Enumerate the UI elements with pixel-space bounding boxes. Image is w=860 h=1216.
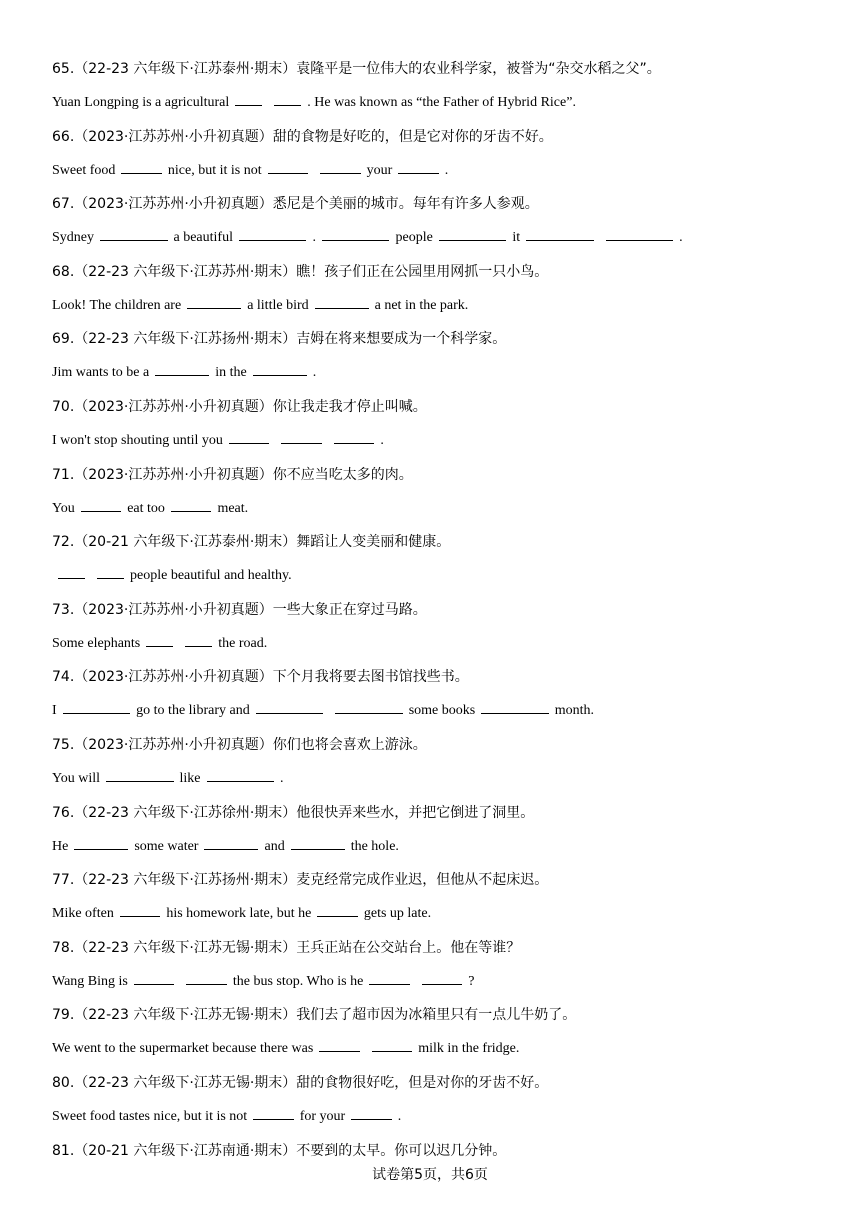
answer-blank[interactable] (134, 970, 175, 985)
answer-blank[interactable] (100, 226, 168, 241)
question-chinese-sentence: 一些大象正在穿过马路。 (272, 601, 427, 618)
answer-text: I (52, 703, 57, 719)
answer-blank[interactable] (256, 699, 324, 714)
question-prompt (52, 188, 832, 221)
question-source: （2023·江苏苏州·小升初真题） (74, 466, 273, 483)
answer-text: Wang Bing is (52, 973, 128, 989)
question-source: （22-23 六年级下·江苏无锡·期末） (74, 1075, 297, 1091)
answer-blank[interactable] (106, 767, 174, 782)
answer-line (52, 897, 832, 931)
answer-line (52, 424, 832, 458)
question-source: （2023·江苏苏州·小升初真题） (74, 128, 273, 145)
answer-line (52, 356, 832, 390)
answer-line (52, 830, 832, 864)
answer-text: go to the library and (136, 703, 250, 719)
question-72 (52, 526, 832, 593)
question-69 (52, 323, 832, 390)
answer-blank[interactable] (171, 497, 212, 512)
question-source: （22-23 六年级下·江苏扬州·期末） (74, 331, 297, 348)
question-source: （2023·江苏苏州·小升初真题） (74, 196, 273, 213)
question-chinese-sentence: 甜的食物是好吃的，但是它对你的牙齿不好。 (272, 128, 553, 145)
question-78 (52, 932, 832, 999)
answer-text: meat. (217, 500, 249, 516)
question-68 (52, 256, 832, 323)
answer-text: it (512, 230, 521, 246)
question-number: 69. (52, 331, 75, 348)
question-81 (52, 1135, 832, 1168)
answer-text: Sydney (52, 230, 94, 246)
answer-text: . He was known as “the Father of Hybrid Rice”. (307, 95, 576, 110)
question-source: （22-23 六年级下·江苏泰州·期末） (74, 61, 297, 77)
question-75 (52, 729, 832, 796)
answer-blank[interactable] (281, 429, 322, 444)
question-number: 80. (52, 1075, 75, 1091)
question-source: （22-23 六年级下·江苏徐州·期末） (74, 804, 297, 821)
answer-text: people (395, 230, 433, 246)
answer-text: Sweet food tastes nice, but it is not (52, 1109, 248, 1124)
question-number: 65. (52, 61, 75, 77)
answer-blank[interactable] (526, 226, 594, 241)
question-prompt (52, 459, 832, 492)
answer-blank[interactable] (317, 902, 358, 917)
question-71 (52, 459, 832, 526)
answer-blank[interactable] (74, 835, 128, 850)
answer-text: in the (215, 365, 247, 381)
answer-line (52, 492, 832, 526)
question-74 (52, 661, 832, 728)
answer-blank[interactable] (120, 902, 161, 917)
answer-blank[interactable] (239, 226, 307, 241)
answer-blank[interactable] (481, 699, 549, 714)
answer-blank[interactable] (291, 835, 345, 850)
answer-blank[interactable] (422, 970, 463, 985)
page-footer: 试卷第5页，共6页 (372, 1167, 488, 1183)
answer-text: We went to the supermarket because there was (52, 1041, 314, 1057)
answer-line (52, 1032, 832, 1066)
answer-text: and (264, 838, 285, 854)
answer-blank[interactable] (398, 159, 439, 174)
answer-blank[interactable] (63, 699, 131, 714)
question-number: 77. (52, 872, 75, 889)
question-source: （22-23 六年级下·江苏扬州·期末） (74, 872, 297, 889)
answer-text: Yuan Longping is a agricultural (52, 95, 230, 110)
answer-text: I won't stop shouting until you (52, 433, 223, 448)
answer-text: the road. (218, 635, 268, 651)
question-prompt (52, 864, 832, 897)
answer-blank[interactable] (235, 91, 262, 106)
question-source: （2023·江苏苏州·小升初真题） (74, 737, 273, 753)
answer-text: nice, but it is not (167, 162, 262, 178)
answer-blank[interactable] (253, 361, 307, 376)
question-chinese-sentence: 舞蹈让人变美丽和健康。 (296, 534, 451, 551)
answer-line (52, 1100, 832, 1134)
answer-blank[interactable] (207, 767, 275, 782)
answer-text: people beautiful and healthy. (130, 568, 292, 584)
answer-blank[interactable] (204, 835, 258, 850)
answer-text: his homework late, but he (166, 906, 312, 922)
question-number: 68. (52, 263, 75, 280)
question-number: 67. (52, 196, 75, 213)
answer-blank[interactable] (274, 91, 301, 106)
answer-line (52, 965, 832, 999)
question-chinese-sentence: 下个月我将要去图书馆找些书。 (272, 669, 469, 686)
question-chinese-sentence: 王兵正站在公交站台上。他在等谁？ (296, 939, 521, 956)
question-prompt (52, 53, 832, 86)
answer-text: the hole. (350, 838, 399, 854)
question-77 (52, 864, 832, 931)
question-source: （2023·江苏苏州·小升初真题） (74, 399, 273, 415)
answer-line (52, 221, 832, 255)
question-prompt (52, 729, 832, 762)
answer-blank[interactable] (315, 294, 369, 309)
question-prompt (52, 323, 832, 356)
answer-text: a beautiful (173, 230, 233, 246)
question-80 (52, 1067, 832, 1134)
answer-blank[interactable] (58, 564, 85, 579)
question-source: （2023·江苏苏州·小升初真题） (74, 669, 273, 686)
answer-text: . (679, 230, 683, 246)
question-source: （2023·江苏苏州·小升初真题） (74, 601, 273, 618)
answer-text: milk in the fridge. (418, 1041, 520, 1057)
answer-blank[interactable] (155, 361, 209, 376)
question-chinese-sentence: 你不应当吃太多的肉。 (272, 466, 413, 483)
answer-blank[interactable] (186, 970, 227, 985)
question-chinese-sentence: 甜的食物很好吃，但是对你的牙齿不好。 (296, 1075, 549, 1091)
answer-blank[interactable] (97, 564, 124, 579)
question-66 (52, 121, 832, 188)
answer-text: ? (468, 973, 475, 989)
answer-blank[interactable] (439, 226, 507, 241)
answer-text: . (280, 771, 284, 786)
answer-line (52, 694, 832, 728)
answer-text: . (380, 433, 384, 448)
answer-blank[interactable] (253, 1105, 294, 1120)
question-65 (52, 53, 832, 120)
question-chinese-sentence: 我们去了超市因为冰箱里只有一点儿牛奶了。 (296, 1007, 577, 1024)
answer-blank[interactable] (372, 1037, 413, 1052)
question-number: 71. (52, 466, 75, 483)
question-number: 79. (52, 1007, 75, 1024)
question-79 (52, 999, 832, 1066)
answer-text: like (179, 771, 201, 786)
answer-text: month. (554, 703, 594, 719)
answer-line (52, 762, 832, 796)
answer-text: Sweet food (52, 162, 116, 178)
answer-text: a little bird (247, 297, 309, 313)
answer-blank[interactable] (320, 159, 361, 174)
answer-line (52, 154, 832, 188)
answer-text: Look! The children are (52, 297, 182, 313)
answer-text: You (52, 500, 75, 516)
answer-line (52, 289, 832, 323)
question-chinese-sentence: 瞧！孩子们正在公园里用网抓一只小鸟。 (296, 263, 549, 280)
answer-text: Mike often (52, 906, 114, 922)
answer-text: some water (134, 838, 199, 854)
question-chinese-sentence: 吉姆在将来想要成为一个科学家。 (296, 331, 507, 348)
answer-blank[interactable] (334, 429, 375, 444)
question-number: 70. (52, 399, 75, 415)
question-prompt (52, 391, 832, 424)
question-source: （22-23 六年级下·江苏苏州·期末） (74, 263, 297, 280)
question-chinese-sentence: 你们也将会喜欢上游泳。 (272, 737, 427, 753)
answer-blank[interactable] (322, 226, 390, 241)
question-chinese-sentence: 不要到的太早。你可以迟几分钟。 (296, 1142, 507, 1159)
question-number: 75. (52, 737, 75, 753)
answer-blank[interactable] (81, 497, 122, 512)
answer-line (52, 627, 832, 661)
question-prompt (52, 594, 832, 627)
question-prompt (52, 661, 832, 694)
question-number: 78. (52, 939, 75, 956)
question-source: （22-23 六年级下·江苏无锡·期末） (74, 939, 297, 956)
question-67 (52, 188, 832, 255)
question-number: 76. (52, 804, 75, 821)
question-source: （20-21 六年级下·江苏南通·期末） (74, 1142, 297, 1159)
question-prompt (52, 932, 832, 965)
answer-text: . (312, 365, 317, 381)
question-prompt (52, 999, 832, 1032)
answer-text: the bus stop. Who is he (232, 973, 364, 989)
question-prompt (52, 526, 832, 559)
answer-text: . (444, 162, 449, 178)
question-number: 66. (52, 128, 75, 145)
question-76 (52, 797, 832, 864)
question-number: 72. (52, 534, 75, 551)
answer-line (52, 559, 832, 593)
question-chinese-sentence: 麦克经常完成作业迟，但他从不起床迟。 (296, 872, 549, 889)
question-chinese-sentence: 悉尼是个美丽的城市。每年有许多人参观。 (272, 196, 539, 213)
answer-text: eat too (127, 500, 165, 516)
question-source: （20-21 六年级下·江苏泰州·期末） (74, 534, 297, 551)
answer-text: for your (299, 1109, 346, 1124)
answer-blank[interactable] (146, 632, 173, 647)
answer-blank[interactable] (268, 159, 309, 174)
answer-blank[interactable] (229, 429, 270, 444)
answer-text: some books (408, 703, 476, 719)
question-chinese-sentence: 袁隆平是一位伟大的农业科学家，被誉为“杂交水稻之父”。 (296, 61, 661, 77)
answer-text: a net in the park. (374, 297, 469, 313)
question-70 (52, 391, 832, 458)
answer-blank[interactable] (335, 699, 403, 714)
answer-text: Some elephants (52, 635, 141, 651)
answer-text: your (366, 162, 393, 178)
question-prompt (52, 121, 832, 154)
answer-line (52, 86, 832, 120)
question-source: （22-23 六年级下·江苏无锡·期末） (74, 1007, 297, 1024)
question-prompt (52, 1135, 832, 1168)
question-number: 73. (52, 601, 75, 618)
answer-blank[interactable] (351, 1105, 392, 1120)
answer-blank[interactable] (369, 970, 410, 985)
answer-blank[interactable] (185, 632, 212, 647)
question-number: 81. (52, 1142, 75, 1159)
answer-blank[interactable] (187, 294, 241, 309)
question-chinese-sentence: 你让我走我才停止叫喊。 (272, 399, 427, 415)
question-prompt (52, 1067, 832, 1100)
answer-blank[interactable] (121, 159, 162, 174)
question-73 (52, 594, 832, 661)
answer-text: He (52, 838, 69, 854)
answer-text: Jim wants to be a (52, 365, 150, 381)
answer-blank[interactable] (319, 1037, 360, 1052)
answer-text: You will (52, 771, 100, 786)
question-chinese-sentence: 他很快弄来些水，并把它倒进了洞里。 (296, 804, 535, 821)
answer-blank[interactable] (606, 226, 674, 241)
question-prompt (52, 256, 832, 289)
answer-text: . (312, 230, 316, 246)
question-prompt (52, 797, 832, 830)
question-number: 74. (52, 669, 75, 686)
answer-text: . (397, 1109, 402, 1124)
answer-text: gets up late. (363, 906, 432, 922)
